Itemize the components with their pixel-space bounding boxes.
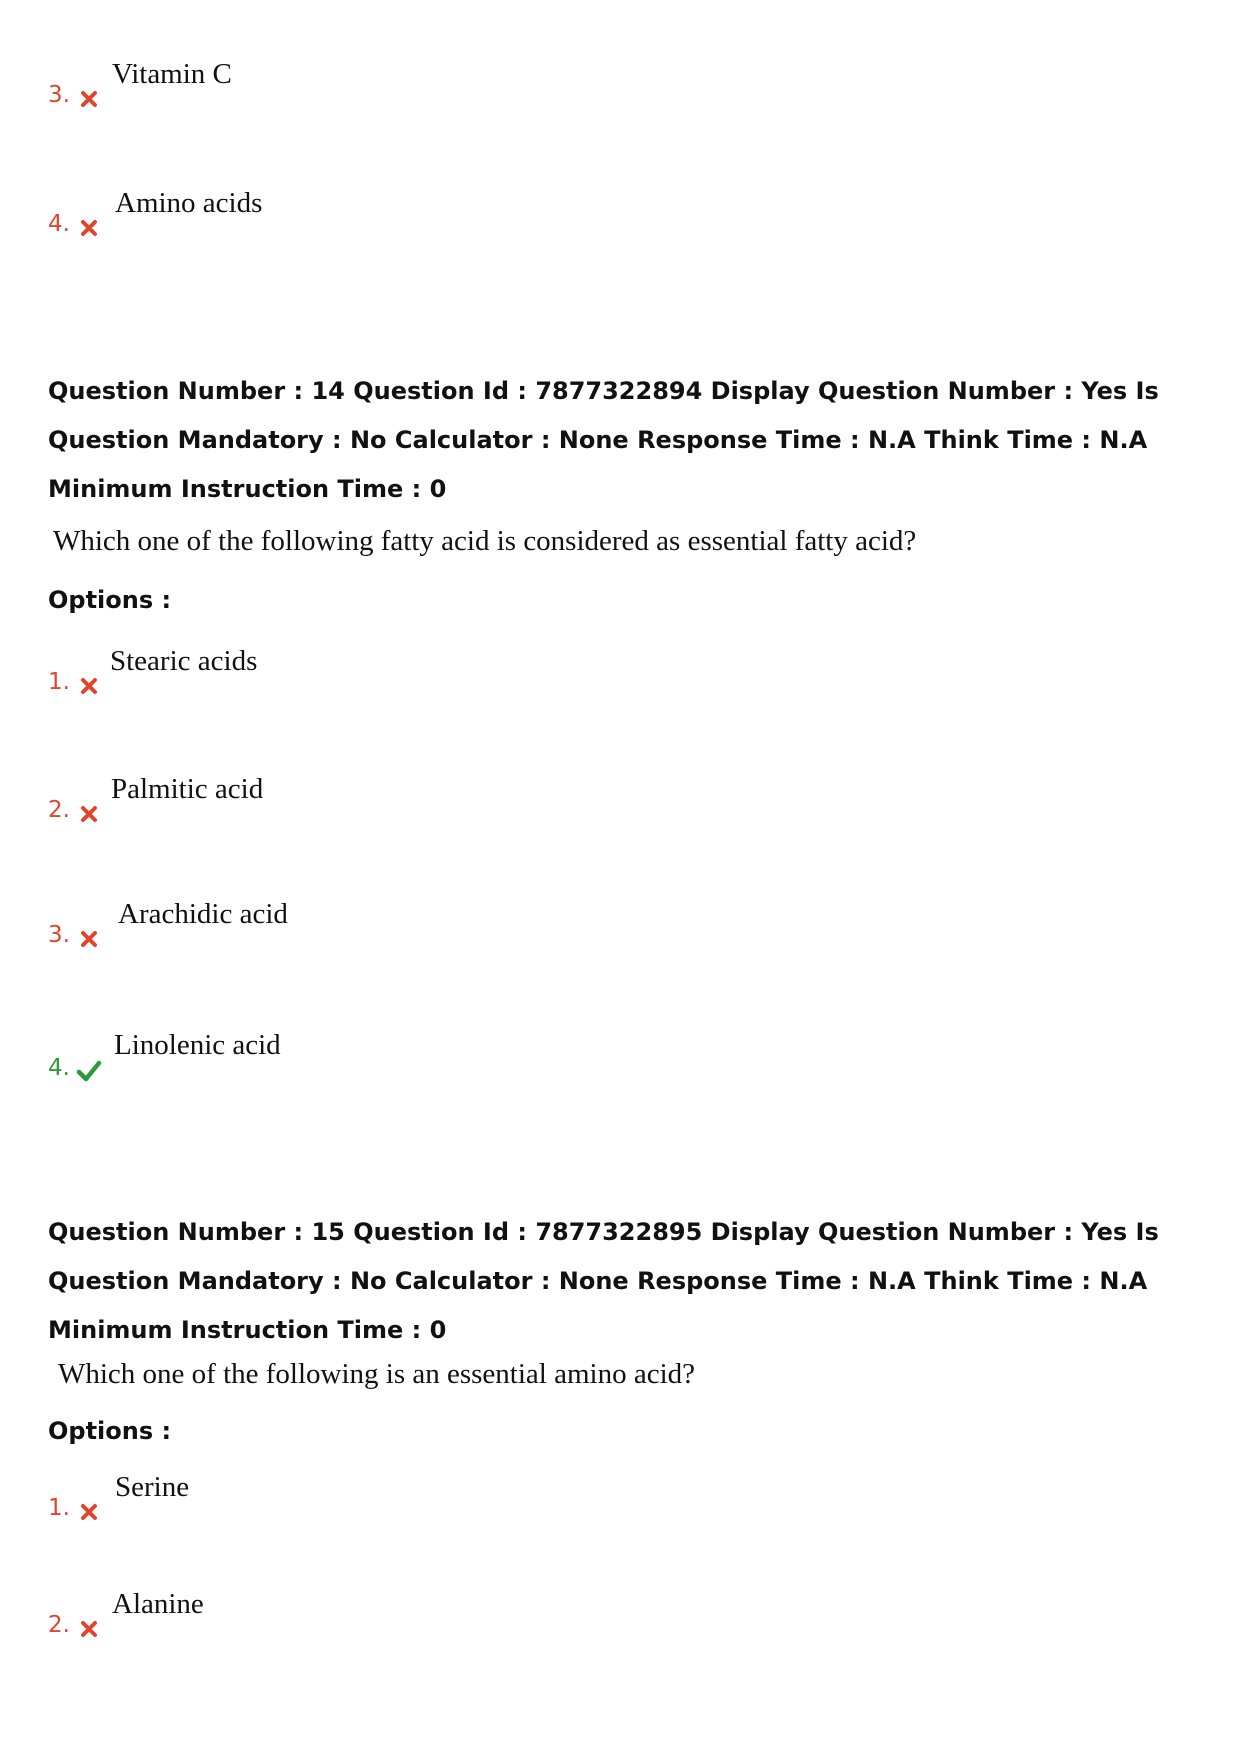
option-text: Stearic acids: [110, 645, 258, 677]
cross-icon: [78, 675, 100, 697]
question-meta: Question Number : 14 Question Id : 7877322894 Display Question Number : Yes Is Question Mandatory : No Calculator : None Response Time : N.A Think Time : N.A Minimum Instruction Time : 0: [48, 377, 1159, 503]
cross-icon: [78, 928, 100, 950]
option-number: 3.: [48, 82, 70, 108]
cross-icon: [78, 88, 100, 110]
options-label: Options :: [48, 586, 172, 614]
option-number: 1.: [48, 669, 70, 695]
option-number: 1.: [48, 1495, 70, 1521]
option-number: 2.: [48, 797, 70, 823]
option-number: 4.: [48, 211, 70, 237]
option-text: Amino acids: [115, 187, 263, 219]
options-label: Options :: [48, 1417, 172, 1445]
check-icon: [76, 1059, 102, 1083]
option-text: Arachidic acid: [118, 898, 288, 930]
option-text: Vitamin C: [112, 58, 232, 90]
option-number: 2.: [48, 1612, 70, 1638]
option-text: Alanine: [112, 1588, 204, 1620]
option-number: 3.: [48, 922, 70, 948]
question-meta: Question Number : 15 Question Id : 7877322895 Display Question Number : Yes Is Question Mandatory : No Calculator : None Response Time : N.A Think Time : N.A Minimum Instruction Time : 0: [48, 1218, 1159, 1344]
option-text: Palmitic acid: [111, 773, 264, 805]
question-text: Which one of the following fatty acid is considered as essential fatty acid?: [53, 525, 917, 557]
cross-icon: [78, 1618, 100, 1640]
cross-icon: [78, 803, 100, 825]
cross-icon: [78, 1501, 100, 1523]
option-number: 4.: [48, 1055, 70, 1081]
option-text: Serine: [115, 1471, 190, 1503]
question-text: Which one of the following is an essential amino acid?: [58, 1358, 696, 1390]
cross-icon: [78, 217, 100, 239]
option-text: Linolenic acid: [114, 1029, 281, 1061]
